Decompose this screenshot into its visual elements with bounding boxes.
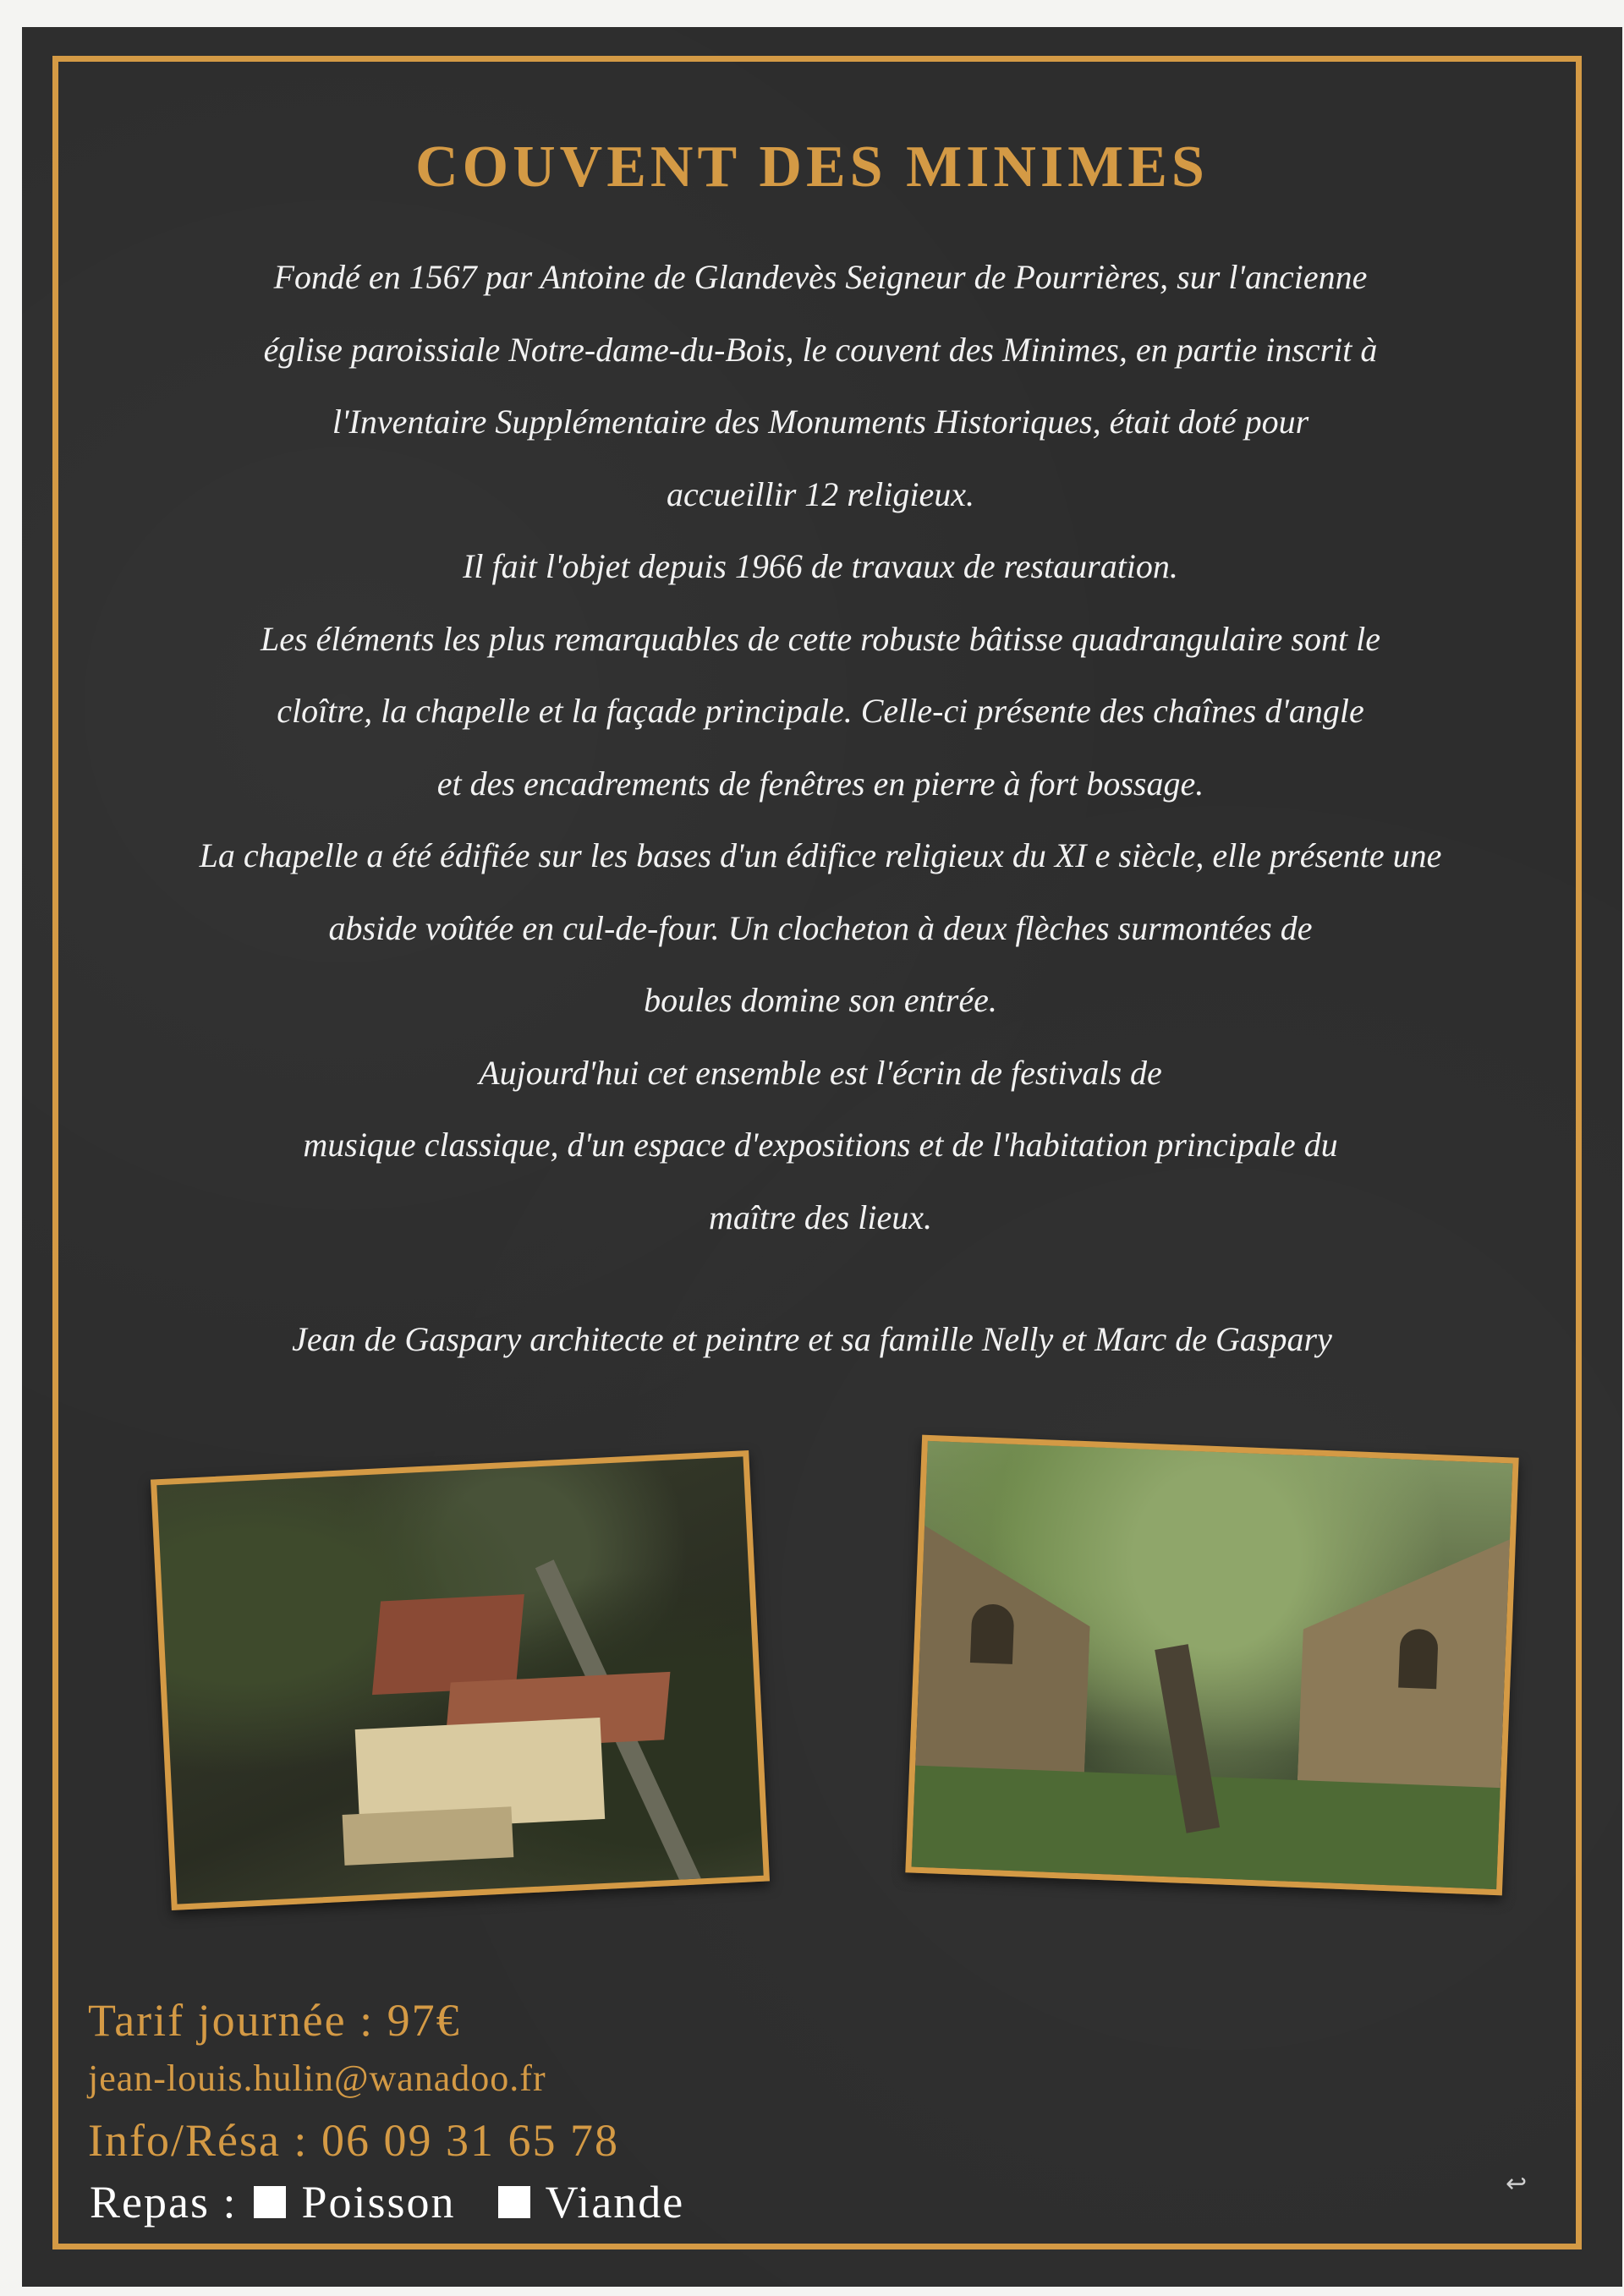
arch-shape (1398, 1629, 1439, 1690)
description-line: Fondé en 1567 par Antoine de Glandevès Seigneur de Pourrières, sur l'ancienne (273, 258, 1368, 296)
description-line: boules domine son entrée. (644, 981, 997, 1019)
page-title: COUVENT DES MINIMES (415, 134, 1209, 200)
scan-mark-icon: ↩ (1506, 2170, 1528, 2198)
meal-choice (90, 2176, 684, 2228)
description-line: Aujourd'hui cet ensemble est l'écrin de festivals de (479, 1053, 1162, 1092)
description-line: Les éléments les plus remarquables de cette robuste bâtisse quadrangulaire sont le (261, 619, 1380, 658)
description-line: accueillir 12 religieux. (667, 474, 974, 513)
facade-shape (343, 1806, 514, 1866)
meal-label: Repas : (90, 2177, 238, 2228)
signature-line: Jean de Gaspary architecte et peintre et sa famille Nelly et Marc de Gaspary (292, 1320, 1332, 1358)
description-line: et des encadrements de fenêtres en pierre à fort bossage. (436, 764, 1204, 803)
email-link[interactable]: jean-louis.hulin@wanadoo.fr (88, 2058, 546, 2099)
cloister-photo-icon (905, 1435, 1518, 1896)
arch-shape (970, 1603, 1015, 1664)
description-line: musique classique, d'un espace d'expositions et de l'habitation principale du (303, 1126, 1338, 1164)
meat-checkbox[interactable] (498, 2186, 530, 2218)
meat-option-label: Viande (545, 2177, 685, 2228)
aerial-photo-icon (151, 1450, 770, 1910)
phone-text: Info/Résa : 06 09 31 65 78 (88, 2115, 619, 2166)
description-paragraph (169, 241, 1472, 1253)
description-line: église paroissiale Notre-dame-du-Bois, le couvent des Minimes, en partie inscrit à (263, 330, 1378, 369)
description-line: maître des lieux. (708, 1197, 932, 1236)
description-line: abside voûtée en cul-de-four. Un clocheton à deux flèches surmontées de (328, 908, 1313, 947)
description-line: La chapelle a été édifiée sur les bases d'un édifice religieux du XI e siècle, elle présente une (199, 836, 1442, 874)
fish-checkbox[interactable] (254, 2186, 286, 2218)
description-line: l'Inventaire Supplémentaire des Monuments Historiques, était doté pour (332, 403, 1309, 441)
description-line: cloître, la chapelle et la façade principale. Celle-ci présente des chaînes d'angle (277, 692, 1364, 730)
price-text: Tarif journée : 97€ (88, 1995, 461, 2046)
description-line: Il fait l'objet depuis 1966 de travaux de restauration. (463, 547, 1178, 585)
fish-option-label: Poisson (301, 2177, 456, 2228)
